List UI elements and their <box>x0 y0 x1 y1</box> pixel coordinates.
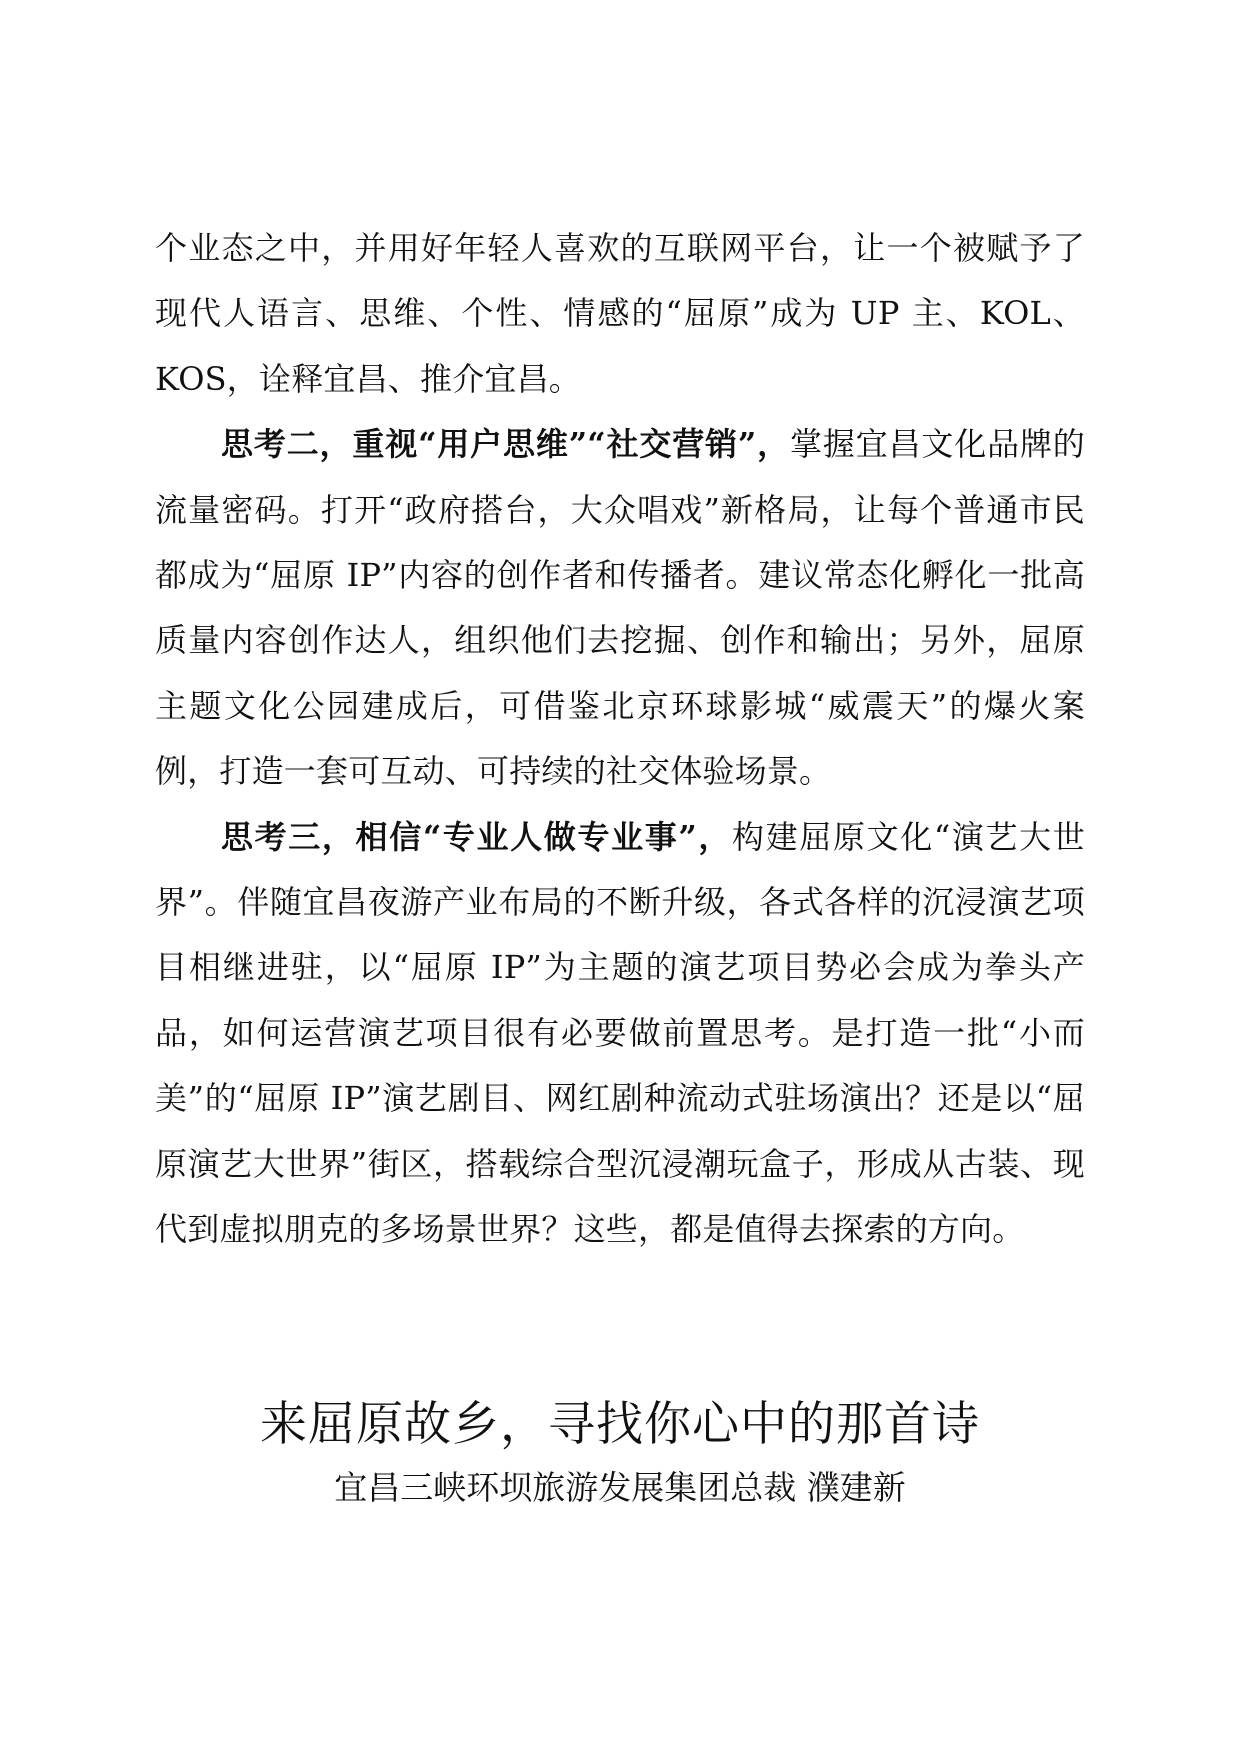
paragraph-text: 个业态之中，并用好年轻人喜欢的互联网平台，让一个被赋予了现代人语言、思维、个性、情感的“屈原”成为 UP 主、KOL、KOS，诠释宜昌、推介宜昌。 <box>155 229 1085 398</box>
article-headline: 来屈原故乡，寻找你心中的那首诗 <box>260 1397 980 1452</box>
paragraph-lead: 思考三，相信“专业人做专业事”， <box>221 817 733 856</box>
paragraph-thought-three <box>155 805 1085 1263</box>
paragraph-continued <box>155 216 1085 412</box>
paragraph-text: 构建屈原文化“演艺大世界”。伴随宜昌夜游产业布局的不断升级，各式各样的沉浸演艺项目相继进驻，以“屈原 IP”为主题的演艺项目势必会成为拳头产品，如何运营演艺项目很有必要做前置思考。是打造一批“小而美”的“屈原 IP”演艺剧目、网红剧种流动式驻场演出？还是以“屈原演艺大世界”街区，搭载综合型沉浸潮玩盒子，形成从古装、现代到虚拟朋克的多场景世界？这些，都是值得去探索的方向。 <box>155 817 1085 1249</box>
author-byline: 宜昌三峡环坝旅游发展集团总裁 濮建新 <box>334 1468 906 1507</box>
paragraph-lead: 思考二，重视“用户思维”“社交营销”， <box>221 425 791 464</box>
paragraph-thought-two <box>155 412 1085 804</box>
article-body <box>155 216 1085 1263</box>
paragraph-text: 掌握宜昌文化品牌的流量密码。打开“政府搭台，大众唱戏”新格局，让每个普通市民都成为“屈原 IP”内容的创作者和传播者。建议常态化孵化一批高质量内容创作达人，组织他们去挖掘、创作和输出；另外，屈原主题文化公园建成后，可借鉴北京环球影城“威震天”的爆火案例，打造一套可互动、可持续的社交体验场景。 <box>155 425 1085 791</box>
